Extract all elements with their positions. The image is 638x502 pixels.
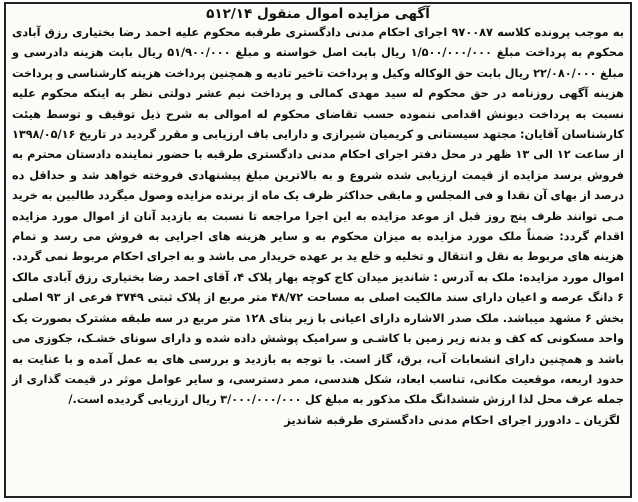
auction-notice	[4, 2, 632, 498]
notice-body: به موجب پرونده کلاسه ۹۷۰۰۸۷ اجرای احکام مدنی دادگستری طرقبه محکوم علیه احمد رضا بختیاری رزق آبادی محکوم به پرداخت مبلغ ۱/۵۰۰/۰۰۰/۰۰۰ ریال بابت اصل خواسته و مبلغ ۵۱/۹۰۰/۰۰۰ ریال بابت هزینه دادرسی و مبلغ ۲۲/۰۸۰/۰۰۰ ریال بابت حق الوکاله وکیل و پرداخت تاخیر تادیه و همچنین پرداخت هزینه کارشناسی و پرداخت هزینه آگهی روزنامه در حق محکوم له سید مهدی کمالی و پرداخت نیم عشر دولتی نظر به اینکه محکوم علیه نسبت به پرداخت دیونش اقدامی ننموده حسب تقاضای محکوم له اموالی به شرح ذیل توقیف و توسط هیئت کارشناسان آقایان: مجتهد سیستانی و کریمیان شیرازی و دارایی باف ارزیابی و مقرر گردید در تاریخ ۱۳۹۸/۰۵/۱۶ از ساعت ۱۲ الی ۱۳ ظهر در محل دفتر اجرای احکام مدنی دادگستری طرقبه با حضور نماینده دادستان محترم به فروش برسد مزایده از قیمت ارزیابی شده شروع و به بالاترین مبلغ پیشنهادی فروخته خواهد شد و حداقل ده درصد از بهای آن نقدا و فی المجلس و مابقی حداکثر ظرف یک ماه از برنده مزایده وصول میگردد طالبین به خرید مـی توانند ظرف پنج روز قبل از موعد مزایده به این اجرا مراجعه تا نسبت به بازدید آنان از اموال مورد مزایده اقدام گردد: ضمناً ملک مورد مزایده به میزان محکوم به و سایر هزینه های اجرایی به فروش می رسد و تمام هزینه های مربوط به نقل و انتقال و تخلیه و خلع ید بر عهده خریدار می باشد و به اجرای احکام مربوط نمی گردد. اموال مورد مزایده: ملک به آدرس : شاندیز میدان کاج کوچه بهار پلاک ۴، آقای احمد رضا بختیاری رزق آبادی مالک ۶ دانگ عرصه و اعیان دارای سند مالکیت اصلی به مساحت ۴۸/۷۲ متر مربع از پلاک ثبتی ۳۷۴۹ فرعی از ۹۳ اصلی بخش ۶ مشهد میباشد. ملک صدر الاشاره دارای اعیانی با زیر بنای ۱۲۸ متر مربع در سه طبقه مشترک بصورت یک واحد مسکونی که کف و بدنه زیر زمین با کاشـی و سرامیک پوشش داده شده و دارای سونای خشـک، جکوزی می باشد و همچنین دارای انشعابات آب، برق، گاز است. با توجه به بازدید و بررسی های به عمل آمده و با عنایت به حدود اربعه، موقعیت مکانی، تناسب ابعاد، شکل هندسی، ممر دسترسی، و سایر عوامل موثر در قیمت گذاری از جمله عرف محل لذا ارزش ششدانگ ملک مذکور به مبلغ کل ۳/۰۰۰/۰۰۰/۰۰۰ ریال ارزیابی گردیده است./	[12, 26, 625, 407]
notice-signature: لگزیان ـ دادورز اجرای احکام مدنی دادگستری طرقبه شاندیز	[284, 412, 620, 427]
notice-title: آگهی مزایده اموال منقول ۵۱۲/۱۴	[206, 6, 430, 22]
